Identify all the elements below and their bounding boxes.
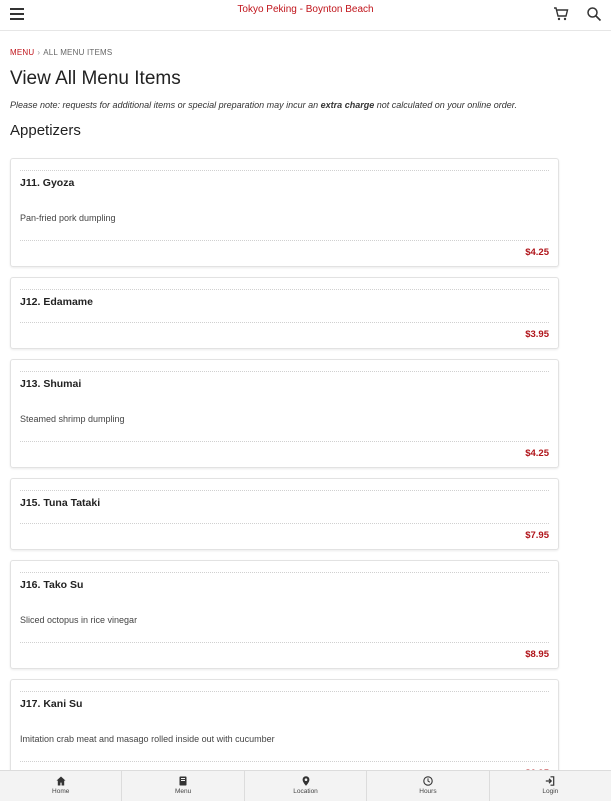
item-description: Sliced octopus in rice vinegar	[20, 615, 138, 625]
home-icon	[56, 776, 66, 786]
menu-item-card[interactable]	[10, 277, 559, 349]
menu-item-card[interactable]	[10, 158, 559, 267]
breadcrumb-menu-link[interactable]: MENU	[10, 48, 35, 57]
item-name: J11. Gyoza	[20, 177, 75, 189]
page-title: View All Menu Items	[10, 68, 181, 89]
item-name: J13. Shumai	[20, 378, 82, 390]
section-title: Appetizers	[10, 122, 81, 139]
tab-hours-label: Hours	[419, 788, 437, 795]
bottom-tab-bar	[0, 770, 611, 801]
menu-item-list	[10, 158, 559, 798]
order-note	[10, 100, 600, 110]
search-icon[interactable]	[586, 6, 602, 22]
item-name: J12. Edamame	[20, 296, 93, 308]
clock-icon	[423, 776, 433, 786]
menu-item-card[interactable]	[10, 560, 559, 669]
note-text-after: not calculated on your online order.	[374, 100, 517, 110]
breadcrumb	[10, 48, 112, 57]
item-price: $3.95	[525, 329, 549, 340]
tab-hours[interactable]	[367, 771, 489, 801]
item-name: J17. Kani Su	[20, 698, 83, 710]
item-description: Imitation crab meat and masago rolled inside out with cucumber	[20, 734, 275, 744]
tab-menu-label: Menu	[174, 788, 192, 795]
item-price: $4.25	[525, 448, 549, 459]
breadcrumb-separator: ›	[37, 48, 41, 57]
note-extra-charge: extra charge	[320, 100, 375, 110]
tab-login-label: Login	[542, 788, 559, 795]
item-price: $7.95	[525, 530, 549, 541]
book-icon	[178, 776, 188, 786]
item-name: J15. Tuna Tataki	[20, 497, 101, 509]
login-icon	[545, 776, 555, 786]
item-price: $4.25	[525, 247, 549, 258]
item-description: Steamed shrimp dumpling	[20, 414, 125, 424]
map-pin-icon	[301, 776, 311, 786]
item-name: J16. Tako Su	[20, 579, 84, 591]
tab-location-label: Location	[293, 788, 318, 795]
tab-home-label: Home	[52, 788, 70, 795]
menu-item-card[interactable]	[10, 359, 559, 468]
tab-menu[interactable]	[122, 771, 244, 801]
cart-icon[interactable]	[553, 6, 569, 22]
item-price: $8.95	[525, 649, 549, 660]
top-bar	[0, 0, 611, 31]
restaurant-title[interactable]: Tokyo Peking - Boynton Beach	[237, 4, 374, 15]
tab-login[interactable]	[490, 771, 611, 801]
tab-home[interactable]	[0, 771, 122, 801]
note-text-before: Please note: requests for additional items or special preparation may incur an	[10, 100, 321, 110]
tab-location[interactable]	[245, 771, 367, 801]
breadcrumb-current: ALL MENU ITEMS	[43, 48, 113, 57]
item-description: Pan-fried pork dumpling	[20, 213, 116, 223]
menu-item-card[interactable]	[10, 478, 559, 550]
